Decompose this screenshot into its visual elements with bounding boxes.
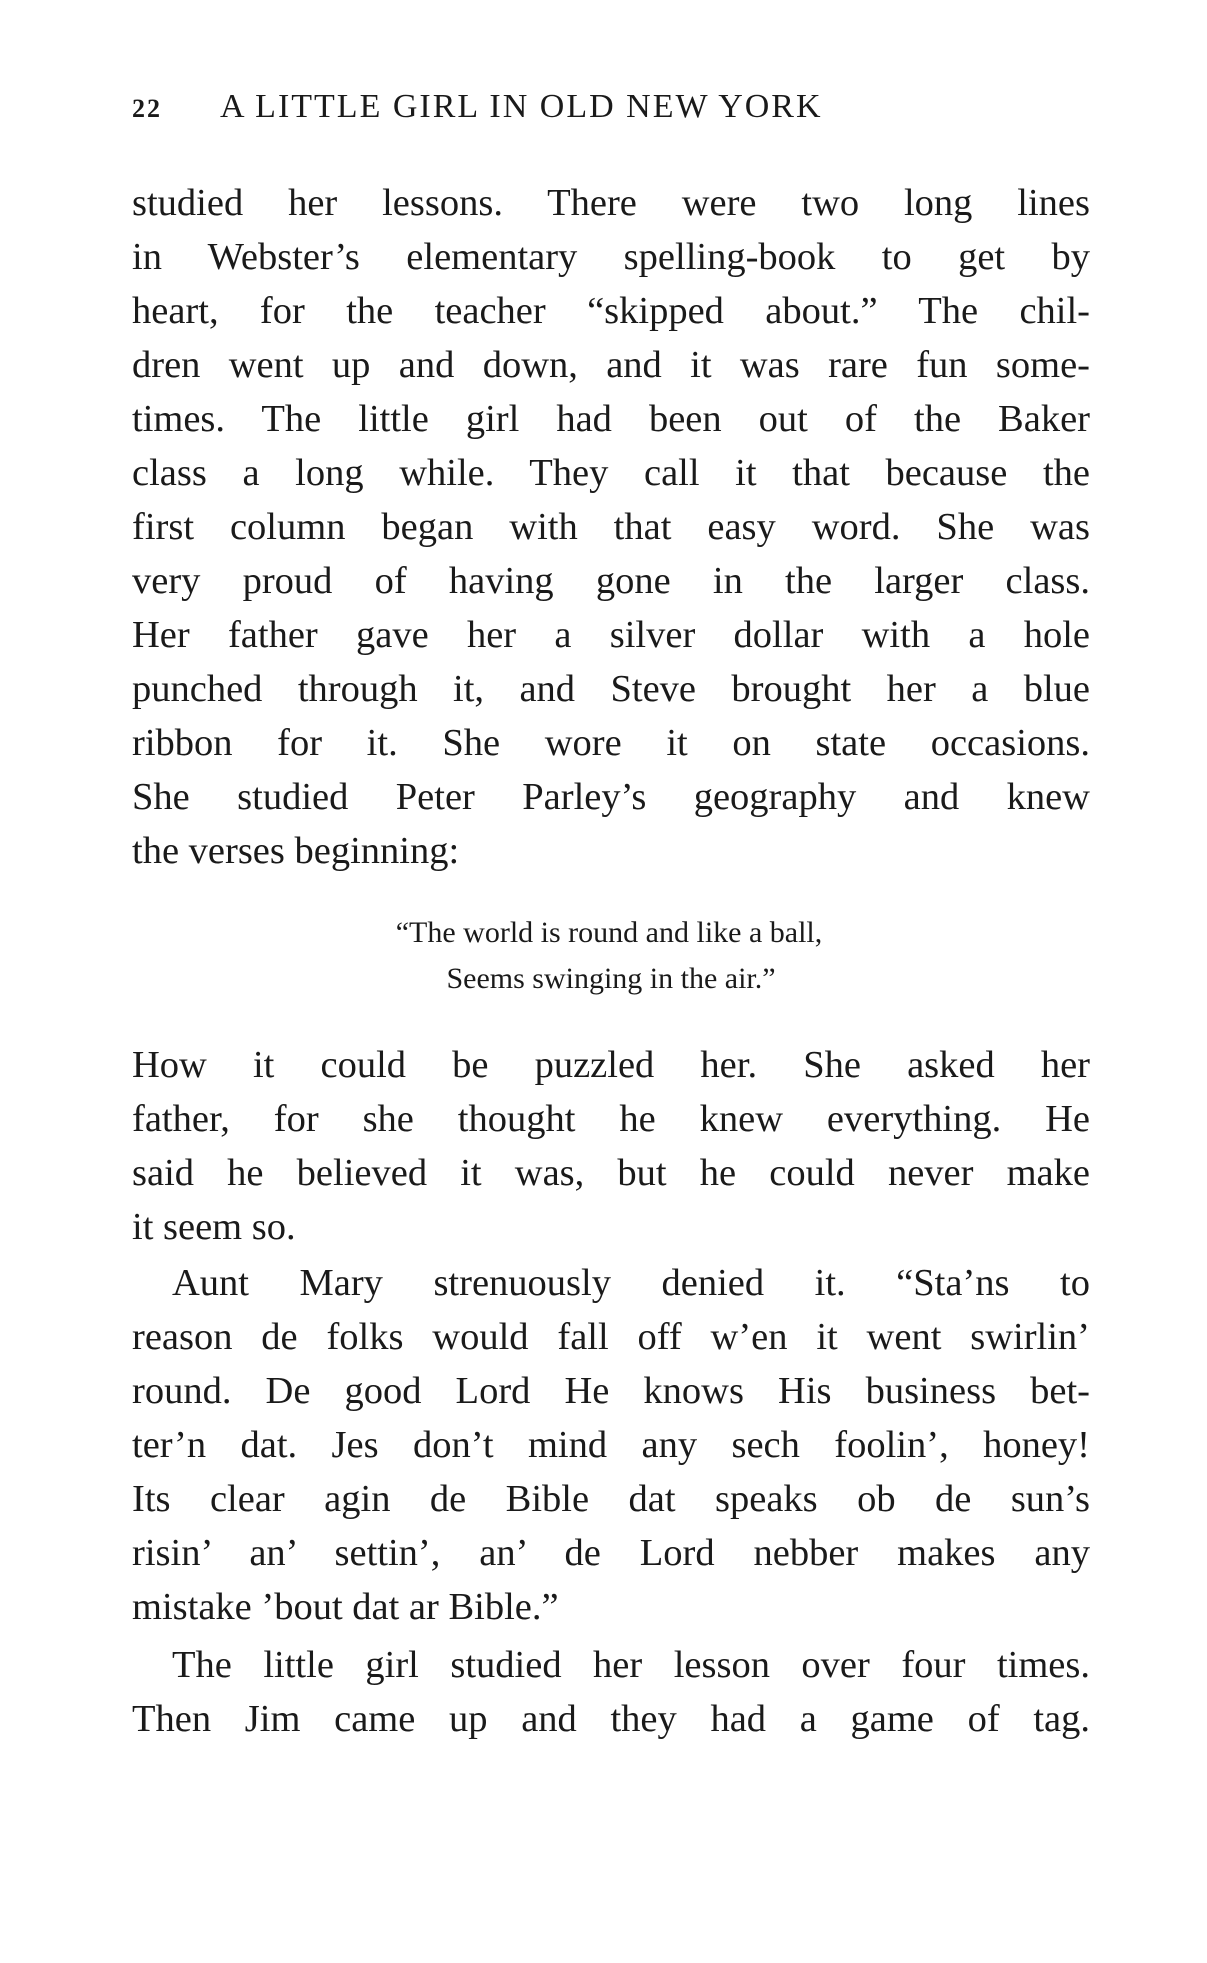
running-head — [132, 88, 1092, 126]
text-line: Her father gave her a silver dollar with a hole — [132, 614, 1090, 656]
paragraph-2 — [132, 1038, 1090, 1254]
paragraph-4 — [132, 1638, 1090, 1746]
text-line: The little girl studied her lesson over four times. — [172, 1644, 1090, 1686]
text-line: mistake ’bout dat ar Bible.” — [132, 1586, 559, 1628]
paragraph-1 — [132, 176, 1090, 878]
text-line: said he believed it was, but he could never make — [132, 1152, 1090, 1194]
text-line: class a long while. They call it that because the — [132, 452, 1090, 494]
text-line: dren went up and down, and it was rare fun some- — [132, 344, 1090, 386]
text-line: Then Jim came up and they had a game of tag. — [132, 1698, 1090, 1740]
text-line: Aunt Mary strenuously denied it. “Sta’ns to — [172, 1262, 1090, 1304]
paragraph-3 — [132, 1256, 1090, 1634]
text-line: very proud of having gone in the larger class. — [132, 560, 1090, 602]
text-line: heart, for the teacher “skipped about.” The chil- — [132, 290, 1090, 332]
verse-line: Seems swinging in the air.” — [446, 962, 776, 995]
verse-quote — [132, 910, 1090, 1002]
text-line: risin’ an’ settin’, an’ de Lord nebber makes any — [132, 1532, 1090, 1574]
text-line: it seem so. — [132, 1206, 296, 1248]
text-line: round. De good Lord He knows His business bet- — [132, 1370, 1090, 1412]
text-line: times. The little girl had been out of the Baker — [132, 398, 1090, 440]
text-line: in Webster’s elementary spelling-book to get by — [132, 236, 1090, 278]
text-line: first column began with that easy word. She was — [132, 506, 1090, 548]
text-line: father, for she thought he knew everything. He — [132, 1098, 1090, 1140]
text-line: ribbon for it. She wore it on state occasions. — [132, 722, 1090, 764]
text-line: punched through it, and Steve brought her a blue — [132, 668, 1090, 710]
text-line: studied her lessons. There were two long lines — [132, 182, 1090, 224]
verse-line: “The world is round and like a ball, — [395, 916, 823, 949]
text-line: reason de folks would fall off w’en it went swirlin’ — [132, 1316, 1090, 1358]
text-line: How it could be puzzled her. She asked her — [132, 1044, 1090, 1086]
page-number: 22 — [132, 94, 162, 123]
text-line: Its clear agin de Bible dat speaks ob de sun’s — [132, 1478, 1090, 1520]
text-line: She studied Peter Parley’s geography and knew — [132, 776, 1090, 818]
book-title: A LITTLE GIRL IN OLD NEW YORK — [220, 88, 823, 125]
text-line: ter’n dat. Jes don’t mind any sech foolin’, honey! — [132, 1424, 1090, 1466]
text-line: the verses beginning: — [132, 830, 460, 872]
